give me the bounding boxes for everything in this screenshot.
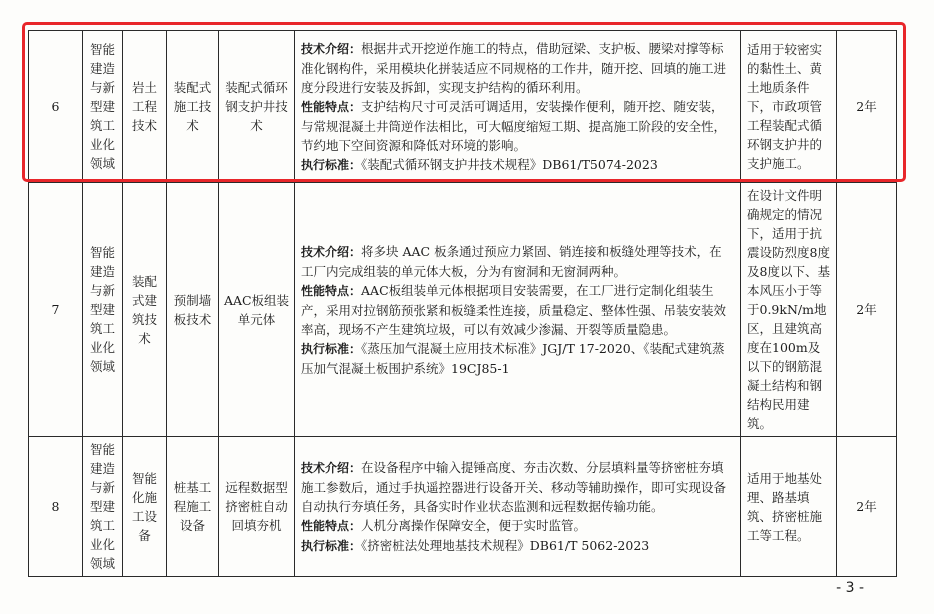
standard-paragraph <box>301 536 734 556</box>
intro-label: 技术介绍： <box>301 41 362 56</box>
intro-paragraph <box>301 242 734 281</box>
performance-text: AAC板组装单元体根据项目安装需要，在工厂进行定制化组装生产，采用对拉钢筋预张紧和板缝柔性连接，质量稳定、整体性强、吊装安装效率高，现场不产生建筑垃圾，可以有效减少渗漏、开裂等质量隐患。 <box>301 282 727 337</box>
row-number: 7 <box>29 183 83 437</box>
category-cell: 智能化施工设备 <box>123 437 167 577</box>
table-row <box>29 31 897 183</box>
period-cell: 2年 <box>837 437 897 577</box>
scope-cell: 适用于较密实的黏性土、黄土地质条件下，市政项管工程装配式循环钢支护井的支护施工。 <box>741 31 837 183</box>
technology-description-cell <box>295 31 741 183</box>
performance-label: 性能特点： <box>301 283 362 298</box>
performance-text: 支护结构尺寸可灵活可调适用，安装操作便利，随开挖、随安装，与常规混凝土井筒逆作法相比，可大幅度缩短工期、提高施工阶段的安全性，节约地下空间资源和降低对环境的影响。 <box>301 98 727 153</box>
technology-table <box>28 30 897 577</box>
row-number: 8 <box>29 437 83 577</box>
technology-name-cell: 远程数据型挤密桩自动回填夯机 <box>219 437 295 577</box>
intro-label: 技术介绍： <box>301 244 362 259</box>
performance-paragraph <box>301 281 734 339</box>
performance-label: 性能特点： <box>301 518 362 533</box>
period-cell: 2年 <box>837 31 897 183</box>
field-cell: 智能建造与新型建筑工业化领域 <box>83 437 123 577</box>
performance-text: 人机分离操作保障安全，便于实时监管。 <box>361 517 587 533</box>
performance-paragraph <box>301 516 734 536</box>
performance-label: 性能特点： <box>301 99 362 114</box>
standard-paragraph <box>301 155 734 175</box>
period-cell: 2年 <box>837 183 897 437</box>
intro-label: 技术介绍： <box>301 460 362 475</box>
standard-text: 《蒸压加气混凝土应用技术标准》JGJ/T 17-2020、《装配式建筑蒸压加气混凝土板围护系统》19CJ85-1 <box>301 340 725 376</box>
standard-paragraph <box>301 339 734 378</box>
row-number: 6 <box>29 31 83 183</box>
intro-paragraph <box>301 458 734 516</box>
subcategory-cell: 桩基工程施工设备 <box>167 437 219 577</box>
page-number: - 3 - <box>836 580 864 596</box>
standard-text: 《装配式循环钢支护井技术规程》DB61/T5074-2023 <box>361 156 658 172</box>
field-cell: 智能建造与新型建筑工业化领域 <box>83 183 123 437</box>
intro-text: 根据井式开挖逆作施工的特点，借助冠梁、支护板、腰梁对撑等标准化钢构件，采用模块化拼装适应不同规格的工作井，随开挖、回填的施工进度分段进行安装及拆卸，实现支护结构的循环利用。 <box>301 40 727 95</box>
intro-paragraph <box>301 39 734 97</box>
standard-label: 执行标准： <box>301 538 362 553</box>
category-cell: 岩土工程技术 <box>123 31 167 183</box>
subcategory-cell: 预制墙板技术 <box>167 183 219 437</box>
field-cell: 智能建造与新型建筑工业化领域 <box>83 31 123 183</box>
performance-paragraph <box>301 97 734 155</box>
standard-label: 执行标准： <box>301 341 362 356</box>
standard-label: 执行标准： <box>301 157 362 172</box>
table-row <box>29 183 897 437</box>
technology-description-cell <box>295 183 741 437</box>
scope-cell: 在设计文件明确规定的情况下，适用于抗震设防烈度8度及8度以下、基本风压小于等于0.9kN/m地区，且建筑高度在100m及以下的钢筋混凝土结构和钢结构民用建筑。 <box>741 183 837 437</box>
technology-name-cell: AAC板组装单元体 <box>219 183 295 437</box>
intro-text: 在设备程序中输入提锤高度、夯击次数、分层填料量等挤密桩夯填施工参数后，通过手执遥控器进行设备开关、移动等辅助操作，即可实现设备自动执行夯填任务，具备实时作业状态监测和远程数据传输功能。 <box>301 459 727 514</box>
subcategory-cell: 装配式施工技术 <box>167 31 219 183</box>
scope-cell: 适用于地基处理、路基填筑、挤密桩施工等工程。 <box>741 437 837 577</box>
intro-text: 将多块 AAC 板条通过预应力紧固、销连接和板缝处理等技术，在工厂内完成组装的单元体大板，分为有窗洞和无窗洞两种。 <box>301 243 722 279</box>
technology-name-cell: 装配式循环钢支护井技术 <box>219 31 295 183</box>
technology-description-cell <box>295 437 741 577</box>
table-row <box>29 437 897 577</box>
category-cell: 装配式建筑技术 <box>123 183 167 437</box>
standard-text: 《挤密桩法处理地基技术规程》DB61/T 5062-2023 <box>361 537 650 553</box>
